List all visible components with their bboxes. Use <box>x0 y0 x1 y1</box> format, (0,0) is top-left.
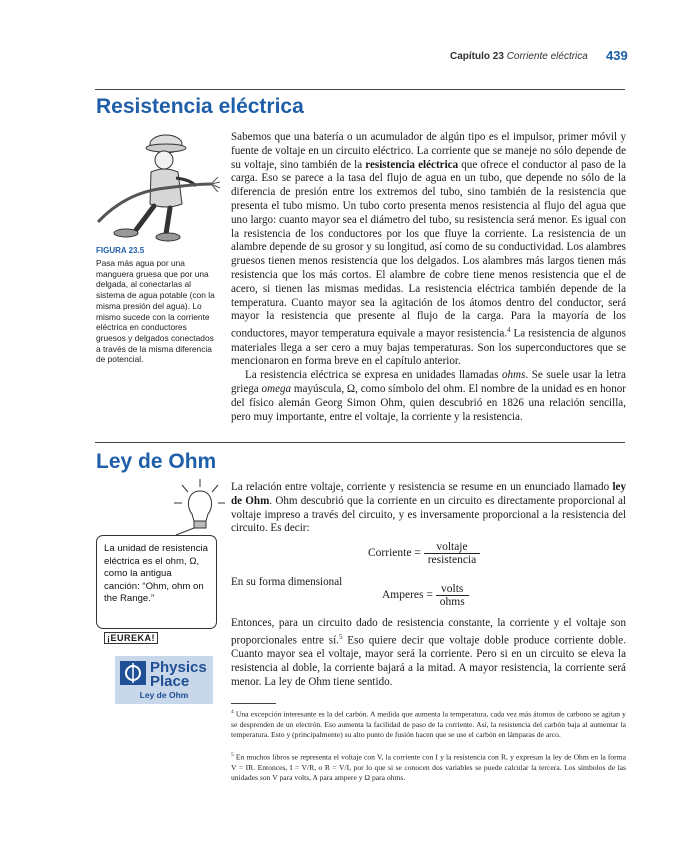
callout-box <box>96 535 217 629</box>
term-ley-de-ohm: ley de Ohm <box>231 481 626 507</box>
footnote-4 <box>231 707 626 740</box>
section-divider <box>95 89 625 90</box>
physics-place-logo-icon <box>119 660 147 686</box>
physics-place-title-1: Physics <box>150 659 207 676</box>
footnote-text: En muchos libros se representa el voltaje con V, la corriente con I y la resistencia con R, y expresan la ley de Ohm en la forma V = IR. Entonces, I = V/R, o R = V/I, por lo que si se conocen dos variables se puede calcular la tercera. Los símbolos de las unidades son V para volts, A para ampere y Ω para ohms. <box>231 752 626 782</box>
dimensional-intro: En su forma dimensional <box>231 576 343 588</box>
firefighter-illustration <box>96 122 221 242</box>
eq-lhs: Amperes <box>382 589 424 602</box>
page-number: 439 <box>606 48 628 63</box>
section-title-ley-de-ohm: Ley de Ohm <box>96 450 217 473</box>
paragraph: La relación entre voltaje, corriente y resistencia se resume en un enunciado llamado ley de Ohm. Ohm descubrió que la corriente en un circuito es directamente proporcional al voltaje impreso a través del circuito, y es inversamente proporcional a la resistencia del circuito. Es decir: <box>231 481 626 535</box>
eq-equals: = <box>426 589 433 602</box>
section-divider <box>95 442 625 443</box>
eq-denominator: resistencia <box>427 554 477 566</box>
running-header <box>450 51 588 62</box>
eq-equals: = <box>414 547 421 560</box>
chapter-title: Corriente eléctrica <box>506 51 588 62</box>
section-title-resistencia: Resistencia eléctrica <box>96 95 304 118</box>
equation-ohm-law <box>368 541 480 566</box>
lightbulb-icon <box>170 477 225 535</box>
footnote-ref-5[interactable]: 5 <box>338 632 343 641</box>
footnote-mark: 5 <box>231 752 234 758</box>
callout-text: La unidad de resistencia eléctrica es el ohm, Ω, como la antigua canción: “Ohm, ohm on the Range.” <box>104 543 209 605</box>
physics-place-title-2: Place <box>150 673 190 690</box>
footnote-text: Una excepción interesante es la del carbón. A medida que aumenta la temperatura, cada vez más átomos de carbono se agitan y se desprenden de un electrón. Eso aumenta la facilidad de paso de la corriente. Así, la resistencia del carbón baja al aumentar la temperatura. Esto y (principalmente) su alto punto de fusión hacen que se use el carbón en lámparas de arco. <box>231 709 626 739</box>
chapter-number: Capítulo 23 <box>450 51 504 62</box>
eq-numerator: voltaje <box>424 541 481 554</box>
equation-units <box>382 583 469 608</box>
figure-caption: Pasa más agua por una manguera gruesa que por una delgada, al conectarlas al sistema de agua potable (con la misma presión del agua). Lo mismo sucede con la corriente eléctrica en conductores gruesos y delgados conectados a través de la misma diferencia de potencial. <box>96 258 215 365</box>
footnote-ref-4[interactable]: 4 <box>507 326 511 335</box>
footnote-mark: 4 <box>231 709 234 715</box>
figure-label: FIGURA 23.5 <box>96 246 145 255</box>
section2-intro <box>231 481 626 536</box>
footnote-divider <box>231 703 276 704</box>
eureka-badge: ¡EUREKA! <box>104 632 158 644</box>
paragraph: Sabemos que una batería o un acumulador de algún tipo es el impulsor, primer móvil y fuente de voltaje en un circuito eléctrico. La corriente que se maneje no sólo depende de su voltaje, sino también de la resistencia eléctrica que ofrece el conductor al paso de la carga. Eso se parece a la tasa del flujo de agua en un tubo, que depende no sólo de la diferencia de presión entre los extremos del tubo, sino también de la resistencia que presenta el tubo mismo. Un tubo corto presenta menos resistencia al flujo del agua que uno largo: cuanto mayor sea el diámetro del tubo, su resistencia será menor. Es igual con la resistencia de los conductores por los que fluye la corriente. La resistencia de un alambre depende de su grosor y su longitud, así como de su conductividad. Los alambres gruesos tienen menos resistencia que los delgados. Los alambres más largos tienen más resistencia que los más cortos. El alambre de cobre tiene menos resistencia que el de acero, si tienen las mismas medidas. La resistencia eléctrica también depende de la temperatura. Cuanto mayor sea la agitación de los átomos dentro del conductor, será mayor la resistencia que presente al flujo de la carga. Para la mayoría de los conductores, mayor temperatura equivale a mayor resistencia.$^4$ La resistencia de algunos materiales llega a ser cero a muy bajas temperaturas. Son los superconductores que se mencionaron en forma breve en el capítulo anterior. <box>231 131 626 368</box>
footnote-5 <box>231 750 626 783</box>
section1-body <box>231 131 626 424</box>
physics-place-topic[interactable]: Ley de Ohm <box>139 690 189 700</box>
eq-fraction <box>436 583 469 608</box>
paragraph: Entonces, para un circuito dado de resistencia constante, la corriente y el voltaje son proporcionales entre sí.$^5$ Eso quiere decir que voltaje doble produce corriente doble. Cuanto mayor sea el voltaje, mayor será la corriente. Pero si en un circuito se eleva la resistencia al doble, la corriente bajará a la mitad. A mayor resistencia, la corriente será menor. La ley de Ohm tiene sentido. <box>231 617 626 688</box>
eq-lhs: Corriente <box>368 547 412 560</box>
section2-body <box>231 617 626 690</box>
term-resistencia: resistencia eléctrica <box>365 158 459 171</box>
paragraph: La resistencia eléctrica se expresa en unidades llamadas ohms. Se suele usar la letra griega omega mayúscula, Ω, como símbolo del ohm. El nombre de la unidad es en honor del físico alemán Georg Simon Ohm, quien descubrió en 1826 una relación sencilla, pero muy importante, entre el voltaje, la corriente y la resistencia. <box>231 369 626 423</box>
eq-denominator: ohms <box>439 596 465 608</box>
eq-fraction <box>424 541 481 566</box>
eq-numerator: volts <box>436 583 469 596</box>
